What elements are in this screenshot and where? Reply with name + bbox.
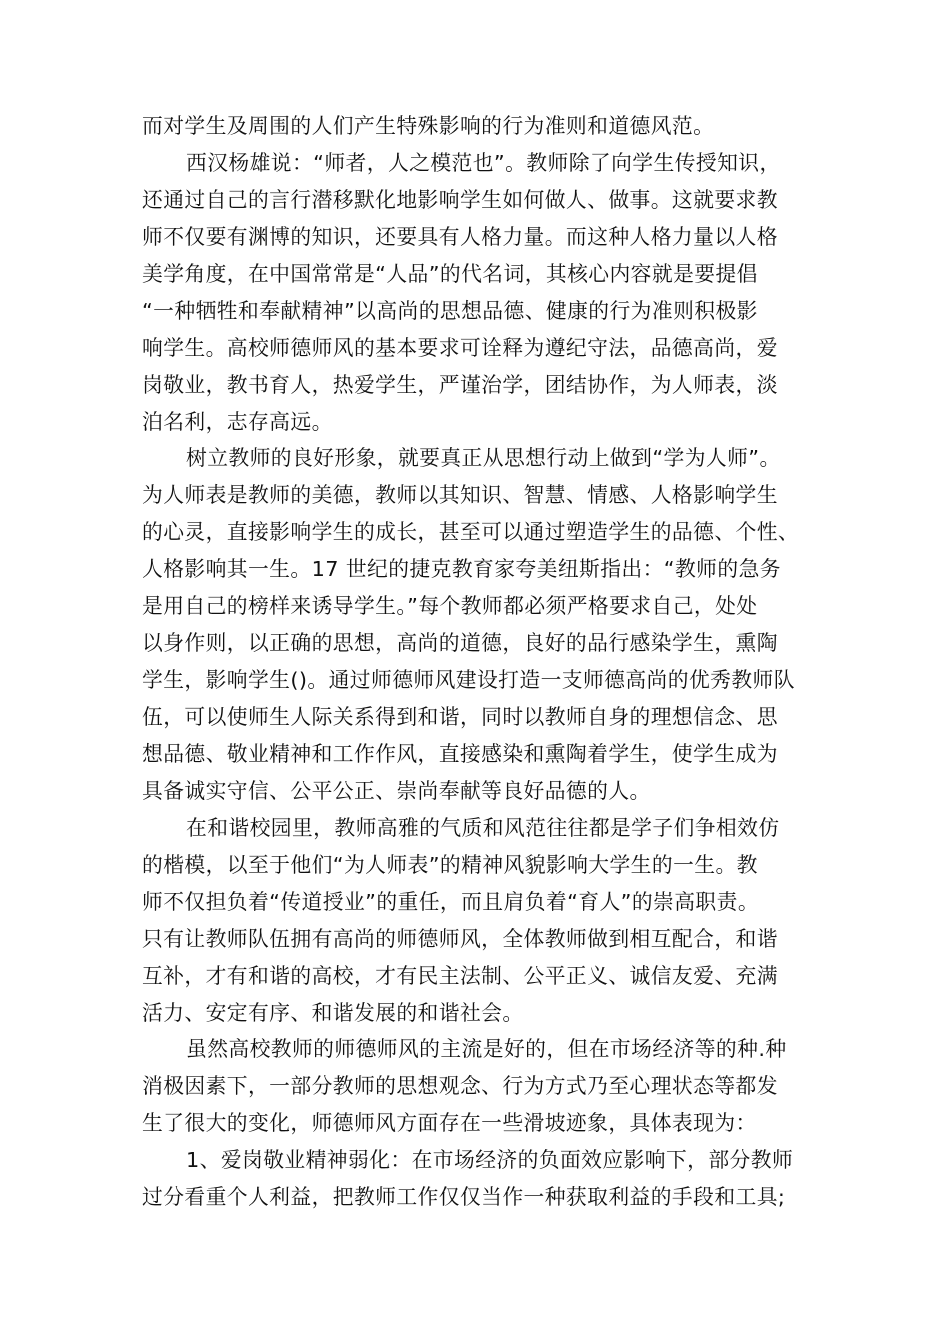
text-line: 为人师表是教师的美德，教师以其知识、智慧、情感、人格影响学生 — [142, 483, 778, 508]
text-line: 是用自己的榜样来诱导学生。”每个教师都必须严格要求自己，处处 — [142, 594, 758, 619]
text-line: 岗敬业，教书育人，热爱学生，严谨治学，团结协作，为人师表，淡 — [142, 372, 778, 397]
text-line: 人格影响其一生。17 世纪的捷克教育家夸美纽斯指出：“教师的急务 — [142, 557, 781, 582]
text-line: 美学角度，在中国常常是“人品”的代名词，其核心内容就是要提倡 — [142, 261, 758, 286]
list-item-line: 1、爱岗敬业精神弱化：在市场经济的负面效应影响下，部分教师 — [186, 1148, 794, 1173]
text-line: 泊名利，志存高远。 — [142, 409, 333, 434]
paragraph-start-line: 在和谐校园里，教师高雅的气质和风范往往都是学子们争相效仿 — [186, 815, 780, 840]
text-line: 师不仅担负着“传道授业”的重任，而且肩负着“育人”的崇高职责。 — [142, 889, 760, 914]
paragraph-start-line: 西汉杨雄说：“师者，人之模范也”。教师除了向学生传授知识， — [186, 150, 781, 175]
paragraph-start-line: 树立教师的良好形象，就要真正从思想行动上做到“学为人师”。 — [186, 446, 781, 471]
text-line: 师不仅要有渊博的知识，还要具有人格力量。而这种人格力量以人格 — [142, 224, 778, 249]
text-line: 的心灵，直接影响学生的成长，甚至可以通过塑造学生的品德、个性、 — [142, 520, 800, 545]
text-line: 生了很大的变化，师德师风方面存在一些滑坡迹象，具体表现为： — [142, 1111, 757, 1136]
text-line: 互补，才有和谐的高校，才有民主法制、公平正义、诚信友爱、充满 — [142, 963, 778, 988]
text-line: 还通过自己的言行潜移默化地影响学生如何做人、做事。这就要求教 — [142, 187, 778, 212]
text-line: 过分看重个人利益，把教师工作仅仅当作一种获取利益的手段和工具; — [142, 1185, 786, 1210]
text-line: 以身作则，以正确的思想，高尚的道德，良好的品行感染学生，熏陶 — [142, 631, 778, 656]
text-line: 学生，影响学生()。通过师德师风建设打造一支师德高尚的优秀教师队 — [142, 668, 795, 693]
text-line: 活力、安定有序、和谐发展的和谐社会。 — [142, 1000, 524, 1025]
text-line: 具备诚实守信、公平公正、崇尚奉献等良好品德的人。 — [142, 778, 651, 803]
text-line: 响学生。高校师德师风的基本要求可诠释为遵纪守法，品德高尚，爱 — [142, 335, 778, 360]
text-line: 想品德、敬业精神和工作作风，直接感染和熏陶着学生，使学生成为 — [142, 741, 778, 766]
text-line: 的楷模，以至于他们“为人师表”的精神风貌影响大学生的一生。教 — [142, 852, 758, 877]
text-line: 只有让教师队伍拥有高尚的师德师风，全体教师做到相互配合，和谐 — [142, 926, 778, 951]
text-line: 而对学生及周围的人们产生特殊影响的行为准则和道德风范。 — [142, 114, 715, 138]
document-page — [142, 108, 812, 1216]
text-line: 伍，可以使师生人际关系得到和谐，同时以教师自身的理想信念、思 — [142, 705, 778, 729]
text-line: “一种牺牲和奉献精神”以高尚的思想品德、健康的行为准则积极影 — [142, 298, 758, 323]
paragraph-start-line: 虽然高校教师的师德师风的主流是好的，但在市场经济等的种.种 — [186, 1037, 787, 1062]
text-line: 消极因素下，一部分教师的思想观念、行为方式乃至心理状态等都发 — [142, 1074, 778, 1099]
